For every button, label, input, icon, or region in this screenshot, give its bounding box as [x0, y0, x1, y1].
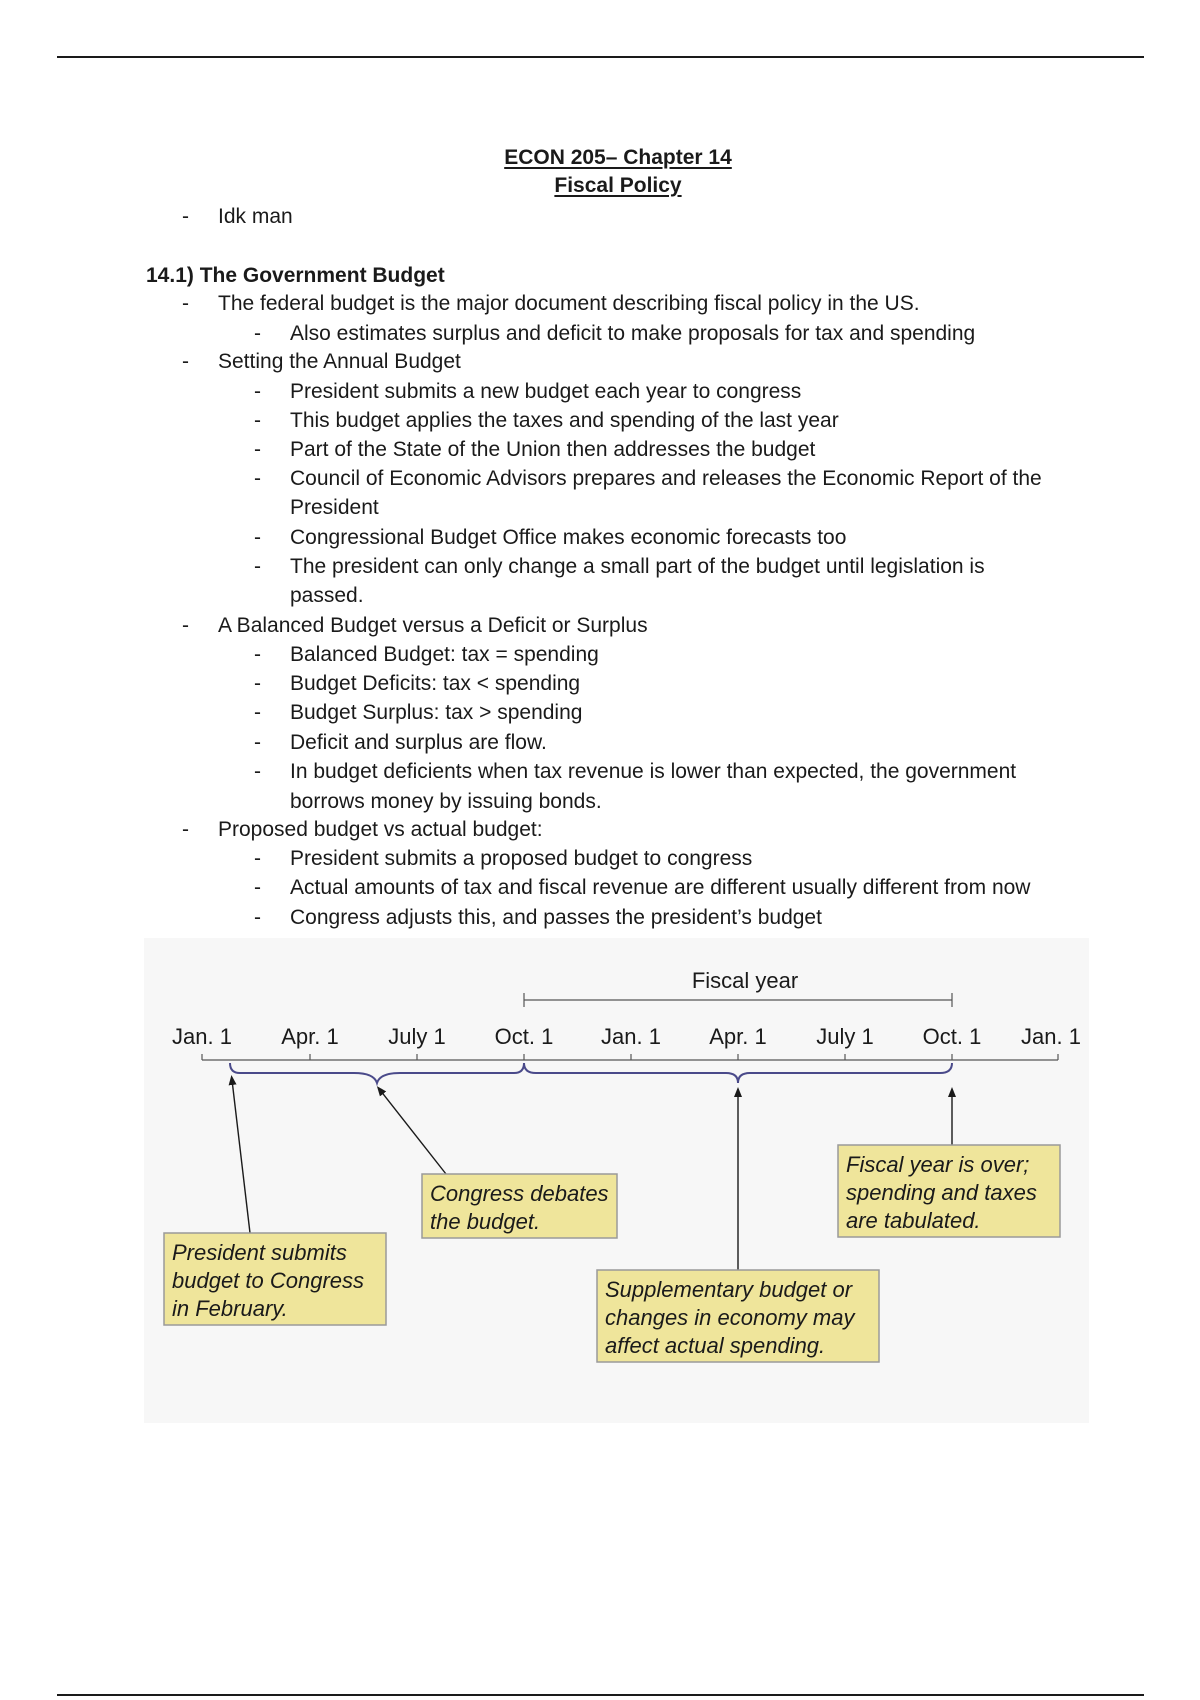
bullet-marker: - [182, 818, 189, 841]
timeline-label-apr1-second: Apr. 1 [709, 1024, 767, 1049]
timeline-label-jan1-third: Jan. 1 [1021, 1024, 1081, 1049]
sub-list-item: Part of the State of the Union then addresses the budget [290, 438, 816, 461]
list-item: The federal budget is the major document describing fiscal policy in the US. [218, 292, 920, 315]
bullet-marker: - [182, 350, 189, 373]
sub-list-item: Also estimates surplus and deficit to make proposals for tax and spending [290, 322, 976, 345]
svg-text:spending and taxes: spending and taxes [846, 1180, 1037, 1205]
svg-text:Fiscal year is over;: Fiscal year is over; [846, 1152, 1030, 1177]
arrow-president [232, 1080, 250, 1233]
sub-list-item-continued: passed. [290, 584, 364, 607]
sub-list-item: Budget Surplus: tax > spending [290, 701, 583, 724]
sub-list-item: Congressional Budget Office makes economic forecasts too [290, 526, 847, 549]
sub-list-item: Deficit and surplus are flow. [290, 731, 547, 754]
list-item: A Balanced Budget versus a Deficit or Surplus [218, 614, 648, 637]
svg-text:Congress debates: Congress debates [430, 1181, 609, 1206]
svg-text:the budget.: the budget. [430, 1209, 541, 1234]
timeline-label-jan1-second: Jan. 1 [601, 1024, 661, 1049]
sub-list-item-continued: borrows money by issuing bonds. [290, 790, 602, 813]
bullet-marker: - [182, 205, 189, 228]
sub-list-item: In budget deficients when tax revenue is lower than expected, the government [290, 760, 1017, 783]
bullet-marker: - [182, 292, 189, 315]
sub-bullet-marker: - [254, 467, 261, 490]
timeline-label-july1: July 1 [388, 1024, 446, 1049]
sub-bullet-marker: - [254, 847, 261, 870]
sub-bullet-marker: - [254, 672, 261, 695]
sub-list-item: The president can only change a small part of the budget until legislation is [290, 555, 985, 578]
sub-list-item: This budget applies the taxes and spending of the last year [290, 409, 839, 432]
brace-fiscal-year [524, 1063, 952, 1083]
section-heading: 14.1) The Government Budget [146, 264, 445, 287]
arrow-congress [380, 1090, 446, 1174]
svg-text:Supplementary budget or: Supplementary budget or [605, 1277, 853, 1302]
bottom-rule [57, 1694, 1144, 1696]
svg-text:changes in economy may: changes in economy may [605, 1305, 855, 1330]
sub-bullet-marker: - [254, 438, 261, 461]
sub-list-item: Congress adjusts this, and passes the president’s budget [290, 906, 822, 929]
sub-bullet-marker: - [254, 731, 261, 754]
timeline-label-oct1-second: Oct. 1 [922, 1024, 982, 1049]
sub-bullet-marker: - [254, 701, 261, 724]
callout-fiscal-over [838, 1145, 1060, 1237]
timeline-svg [144, 938, 1089, 1423]
sub-list-item: Budget Deficits: tax < spending [290, 672, 581, 695]
document-title: ECON 205– Chapter 14 [504, 146, 732, 169]
sub-list-item: President submits a new budget each year to congress [290, 380, 802, 403]
sub-bullet-marker: - [254, 322, 261, 345]
sub-bullet-marker: - [254, 643, 261, 666]
intro-bullet: Idk man [218, 205, 293, 228]
sub-list-item: Balanced Budget: tax = spending [290, 643, 599, 666]
bullet-marker: - [182, 614, 189, 637]
sub-list-item: President submits a proposed budget to congress [290, 847, 753, 870]
svg-text:in February.: in February. [172, 1296, 288, 1321]
sub-list-item: Council of Economic Advisors prepares and releases the Economic Report of the [290, 467, 1042, 490]
timeline-ticks [202, 1054, 1058, 1060]
list-item: Proposed budget vs actual budget: [218, 818, 543, 841]
timeline-label-jan1: Jan. 1 [172, 1024, 232, 1049]
sub-bullet-marker: - [254, 409, 261, 432]
list-item: Setting the Annual Budget [218, 350, 461, 373]
timeline-label-july1-second: July 1 [816, 1024, 874, 1049]
sub-list-item-continued: President [290, 496, 379, 519]
sub-bullet-marker: - [254, 876, 261, 899]
brace-debate-period [230, 1063, 524, 1083]
fiscal-timeline-figure [144, 938, 1089, 1423]
document-subtitle: Fiscal Policy [554, 174, 682, 197]
timeline-label-apr1: Apr. 1 [281, 1024, 339, 1049]
callout-president [164, 1233, 386, 1325]
sub-list-item: Actual amounts of tax and fiscal revenue are different usually different from now [290, 876, 1031, 899]
svg-text:are tabulated.: are tabulated. [846, 1208, 981, 1233]
sub-bullet-marker: - [254, 526, 261, 549]
svg-text:affect actual spending.: affect actual spending. [605, 1333, 826, 1358]
sub-bullet-marker: - [254, 380, 261, 403]
timeline-label-oct1: Oct. 1 [494, 1024, 554, 1049]
svg-text:President submits: President submits [172, 1240, 347, 1265]
svg-text:budget to Congress: budget to Congress [172, 1268, 365, 1293]
sub-bullet-marker: - [254, 555, 261, 578]
callout-congress [422, 1174, 617, 1238]
sub-bullet-marker: - [254, 906, 261, 929]
fiscal-year-label: Fiscal year [691, 968, 799, 993]
top-rule [57, 56, 1144, 58]
callout-supplementary [597, 1270, 879, 1362]
sub-bullet-marker: - [254, 760, 261, 783]
